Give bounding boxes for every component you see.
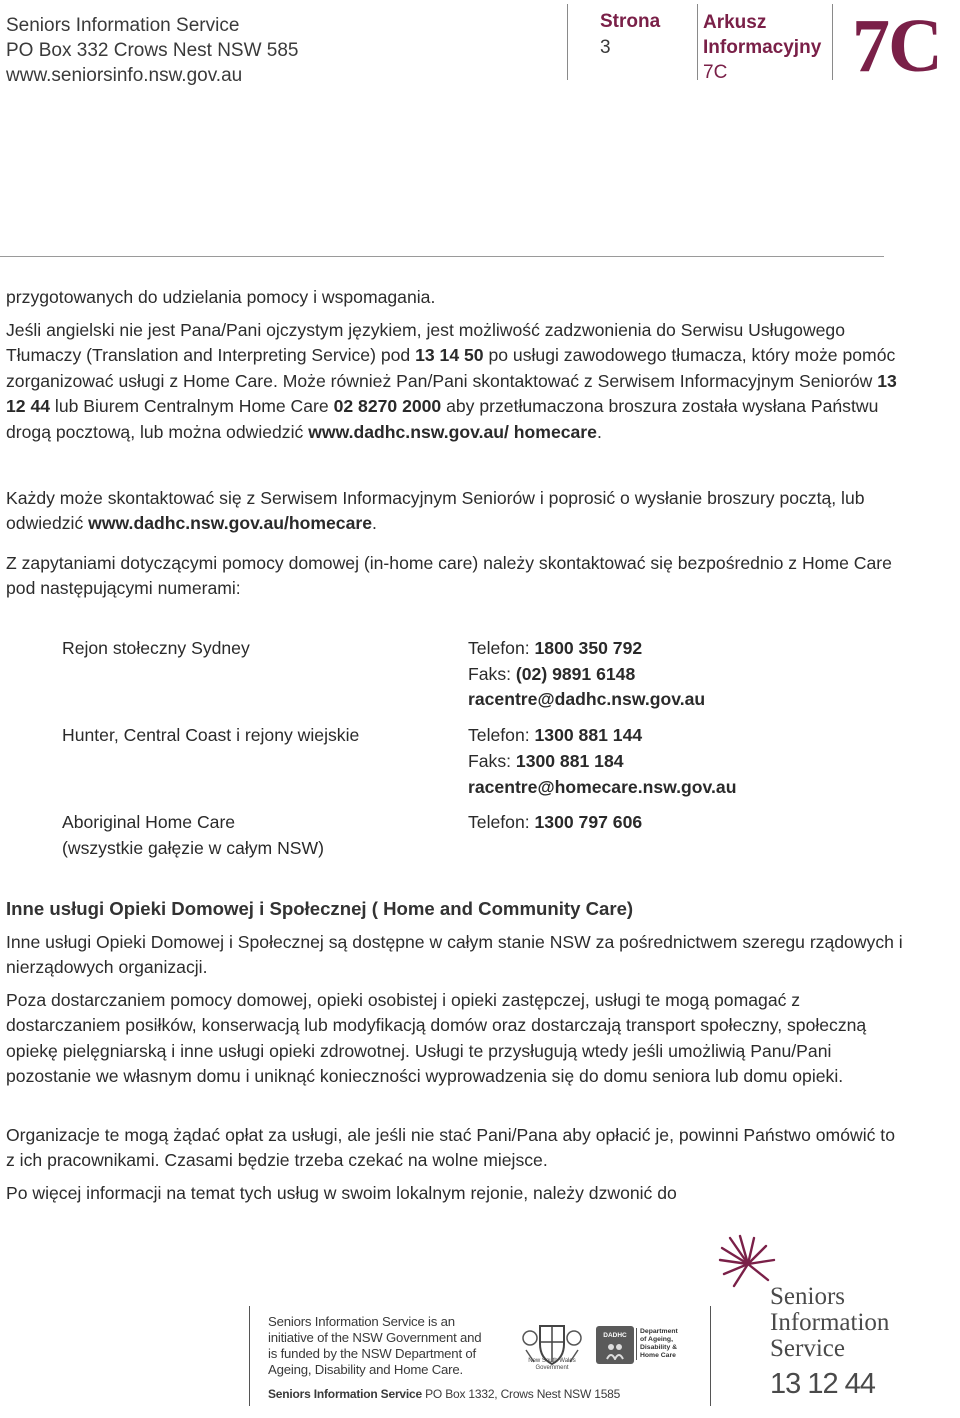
dadhc-acronym: DADHC: [603, 1332, 627, 1339]
nsw-crest-icon: [520, 1318, 584, 1382]
nsw-gov-label: [520, 1358, 584, 1372]
footer-line: Seniors Information Service is an: [268, 1314, 455, 1329]
big-sheet-code: 7C: [852, 4, 941, 88]
starburst-logo-icon: [718, 1234, 778, 1290]
page-label: Strona: [600, 11, 661, 32]
sydney-fax: [468, 662, 635, 688]
footer-line: Ageing, Disability and Home Care.: [268, 1362, 463, 1377]
hunter-email[interactable]: [468, 775, 736, 801]
header-divider: [832, 4, 833, 80]
email-address[interactable]: racentre@homecare.nsw.gov.au: [468, 777, 737, 797]
body-continuation: przygotowanych do udzielania pomocy i wspomagania.: [6, 287, 436, 307]
section-paragraph: Organizacje te mogą żądać opłat za usługi, ale jeśli nie stać Pani/Pana aby opłacić je, powinni Państwo omówić to z ich pracownikami. Czasami będzie trzeba czekać na wolne miejsce.: [6, 1125, 895, 1171]
fax-number: 1300 881 184: [515, 751, 624, 771]
section-paragraph: Poza dostarczaniem pomocy domowej, opieki osobistej i opieki zastępczej, usługi te mogą pomagać z dostarczaniem posiłków, konserwacją lub modyfikacją domów oraz dostarczają transport społeczny, społeczną opiekę pielęgniarską i inne usługi opieki zdrowotnej. Usługi te przysługują wtedy jeśli umożliwią Panu/Pani pozostanie we własnym domu i uniknąć konieczności wyprowadzenia się do domu seniora lub domu opieki.: [6, 990, 867, 1087]
org-name: Seniors Information Service: [6, 15, 240, 36]
sheet-label-2: Informacyjny: [703, 37, 822, 58]
text-run: Jeśli angielski nie jest Pana/Pani ojczystym językiem, jest możliwość zadzwonienia do Serwisu Usługowego Tłumaczy (Translation and Interpreting Service) pod: [6, 320, 846, 366]
region-sydney: Rejon stołeczny Sydney: [62, 638, 250, 658]
logo-line: Seniors: [770, 1283, 845, 1310]
page-number: 3: [600, 37, 611, 58]
dadhc-name-line: of Ageing,: [640, 1336, 673, 1343]
region-hunter: Hunter, Central Coast i rejony wiejskie: [62, 725, 360, 745]
phone-seniors: 13 12 44: [6, 370, 897, 417]
fax-label: Faks:: [468, 751, 516, 771]
dadhc-name-line: Home Care: [640, 1352, 676, 1359]
logo-line: Information: [770, 1309, 890, 1336]
section-paragraph: Po więcej informacji na temat tych usług w swoim lokalnym rejonie, należy dzwonić do: [6, 1183, 677, 1203]
fax-label: Faks:: [468, 664, 516, 684]
dadhc-name-line: Department: [640, 1328, 678, 1335]
text-run: lub Biurem Centralnym Home Care: [50, 396, 334, 417]
section-heading: Inne usługi Opieki Domowej i Społecznej ( Home and Community Care): [6, 898, 634, 919]
text-run: .: [372, 513, 377, 534]
email-address[interactable]: racentre@dadhc.nsw.gov.au: [468, 689, 706, 709]
phone-number: 1300 797 606: [534, 812, 643, 832]
hunter-fax: [468, 749, 624, 775]
phone-homecare: 02 8270 2000: [333, 396, 442, 417]
link-homecare[interactable]: www.dadhc.nsw.gov.au/ homecare: [308, 421, 597, 442]
dadhc-name-line: Disability &: [640, 1344, 678, 1351]
phone-label: Telefon:: [468, 638, 535, 658]
phone-number: 1800 350 792: [534, 638, 643, 658]
header-divider: [567, 4, 568, 80]
sydney-email[interactable]: [468, 687, 705, 713]
sheet-code: 7C: [703, 62, 728, 83]
seniors-logo-text: [770, 1284, 889, 1362]
footer-address-text: PO Box 1332, Crows Nest NSW 1585: [421, 1387, 621, 1401]
section-paragraph: Inne usługi Opieki Domowej i Społecznej są dostępne w całym stanie NSW za pośrednictwem szeregu rządowych i nierządowych organizacji.: [6, 932, 903, 978]
gov-name: Government: [535, 1365, 569, 1371]
footer-line: initiative of the NSW Government and: [268, 1330, 482, 1345]
region-aboriginal: Aboriginal Home Care: [62, 812, 236, 832]
link-homecare[interactable]: www.dadhc.nsw.gov.au/homecare: [88, 513, 373, 534]
aboriginal-phone: [468, 810, 642, 836]
header-rule: [0, 256, 884, 257]
footer-org: Seniors Information Service: [268, 1387, 422, 1401]
region-aboriginal-note: (wszystkie gałęzie w całym NSW): [62, 838, 324, 858]
sydney-phone: [468, 636, 642, 662]
org-website[interactable]: www.seniorsinfo.nsw.gov.au: [6, 65, 243, 86]
text-run: Każdy może skontaktować się z Serwisem Informacyjnym Seniorów i poprosić o wysłanie broszury pocztą, lub odwiedzić: [6, 488, 865, 534]
header-divider: [697, 4, 698, 80]
paragraph-contacts-intro: Z zapytaniami dotyczącymi pomocy domowej (in-home care) należy skontaktować się bezpośrednio z Home Care pod następującymi numerami:: [6, 553, 892, 599]
footer-line: is funded by the NSW Department of: [268, 1346, 476, 1361]
text-run: .: [596, 421, 602, 442]
hunter-phone: [468, 723, 642, 749]
dadhc-name: [636, 1328, 678, 1360]
text-run: po usługi zawodowego tłumacza, który może pomóc zorganizować usługi z Home Care. Może również Pan/Pani skontaktować z Serwisem Informacyjnym Seniorów: [6, 345, 896, 391]
footer-address: [268, 1387, 620, 1401]
fax-number: (02) 9891 6148: [515, 664, 636, 684]
paragraph-translation: [6, 318, 906, 445]
phone-number: 1300 881 144: [534, 725, 643, 745]
sheet-label-1: Arkusz: [703, 12, 767, 33]
org-address: PO Box 332 Crows Nest NSW 585: [6, 40, 299, 61]
paragraph-brochure: [6, 486, 906, 537]
footer-divider: [249, 1306, 250, 1406]
phone-label: Telefon:: [468, 812, 535, 832]
text-run: aby przetłumaczona broszura została wysłana Państwu drogą pocztową, lub można odwiedzić: [6, 396, 879, 442]
phone-label: Telefon:: [468, 725, 535, 745]
gov-name: New South Wales: [528, 1358, 576, 1364]
logo-line: Service: [770, 1335, 845, 1362]
footer-divider: [710, 1306, 711, 1406]
phone-tis: 13 14 50: [415, 345, 484, 366]
logo-phone: 13 12 44: [770, 1368, 875, 1400]
dadhc-logo-icon: [596, 1326, 634, 1364]
